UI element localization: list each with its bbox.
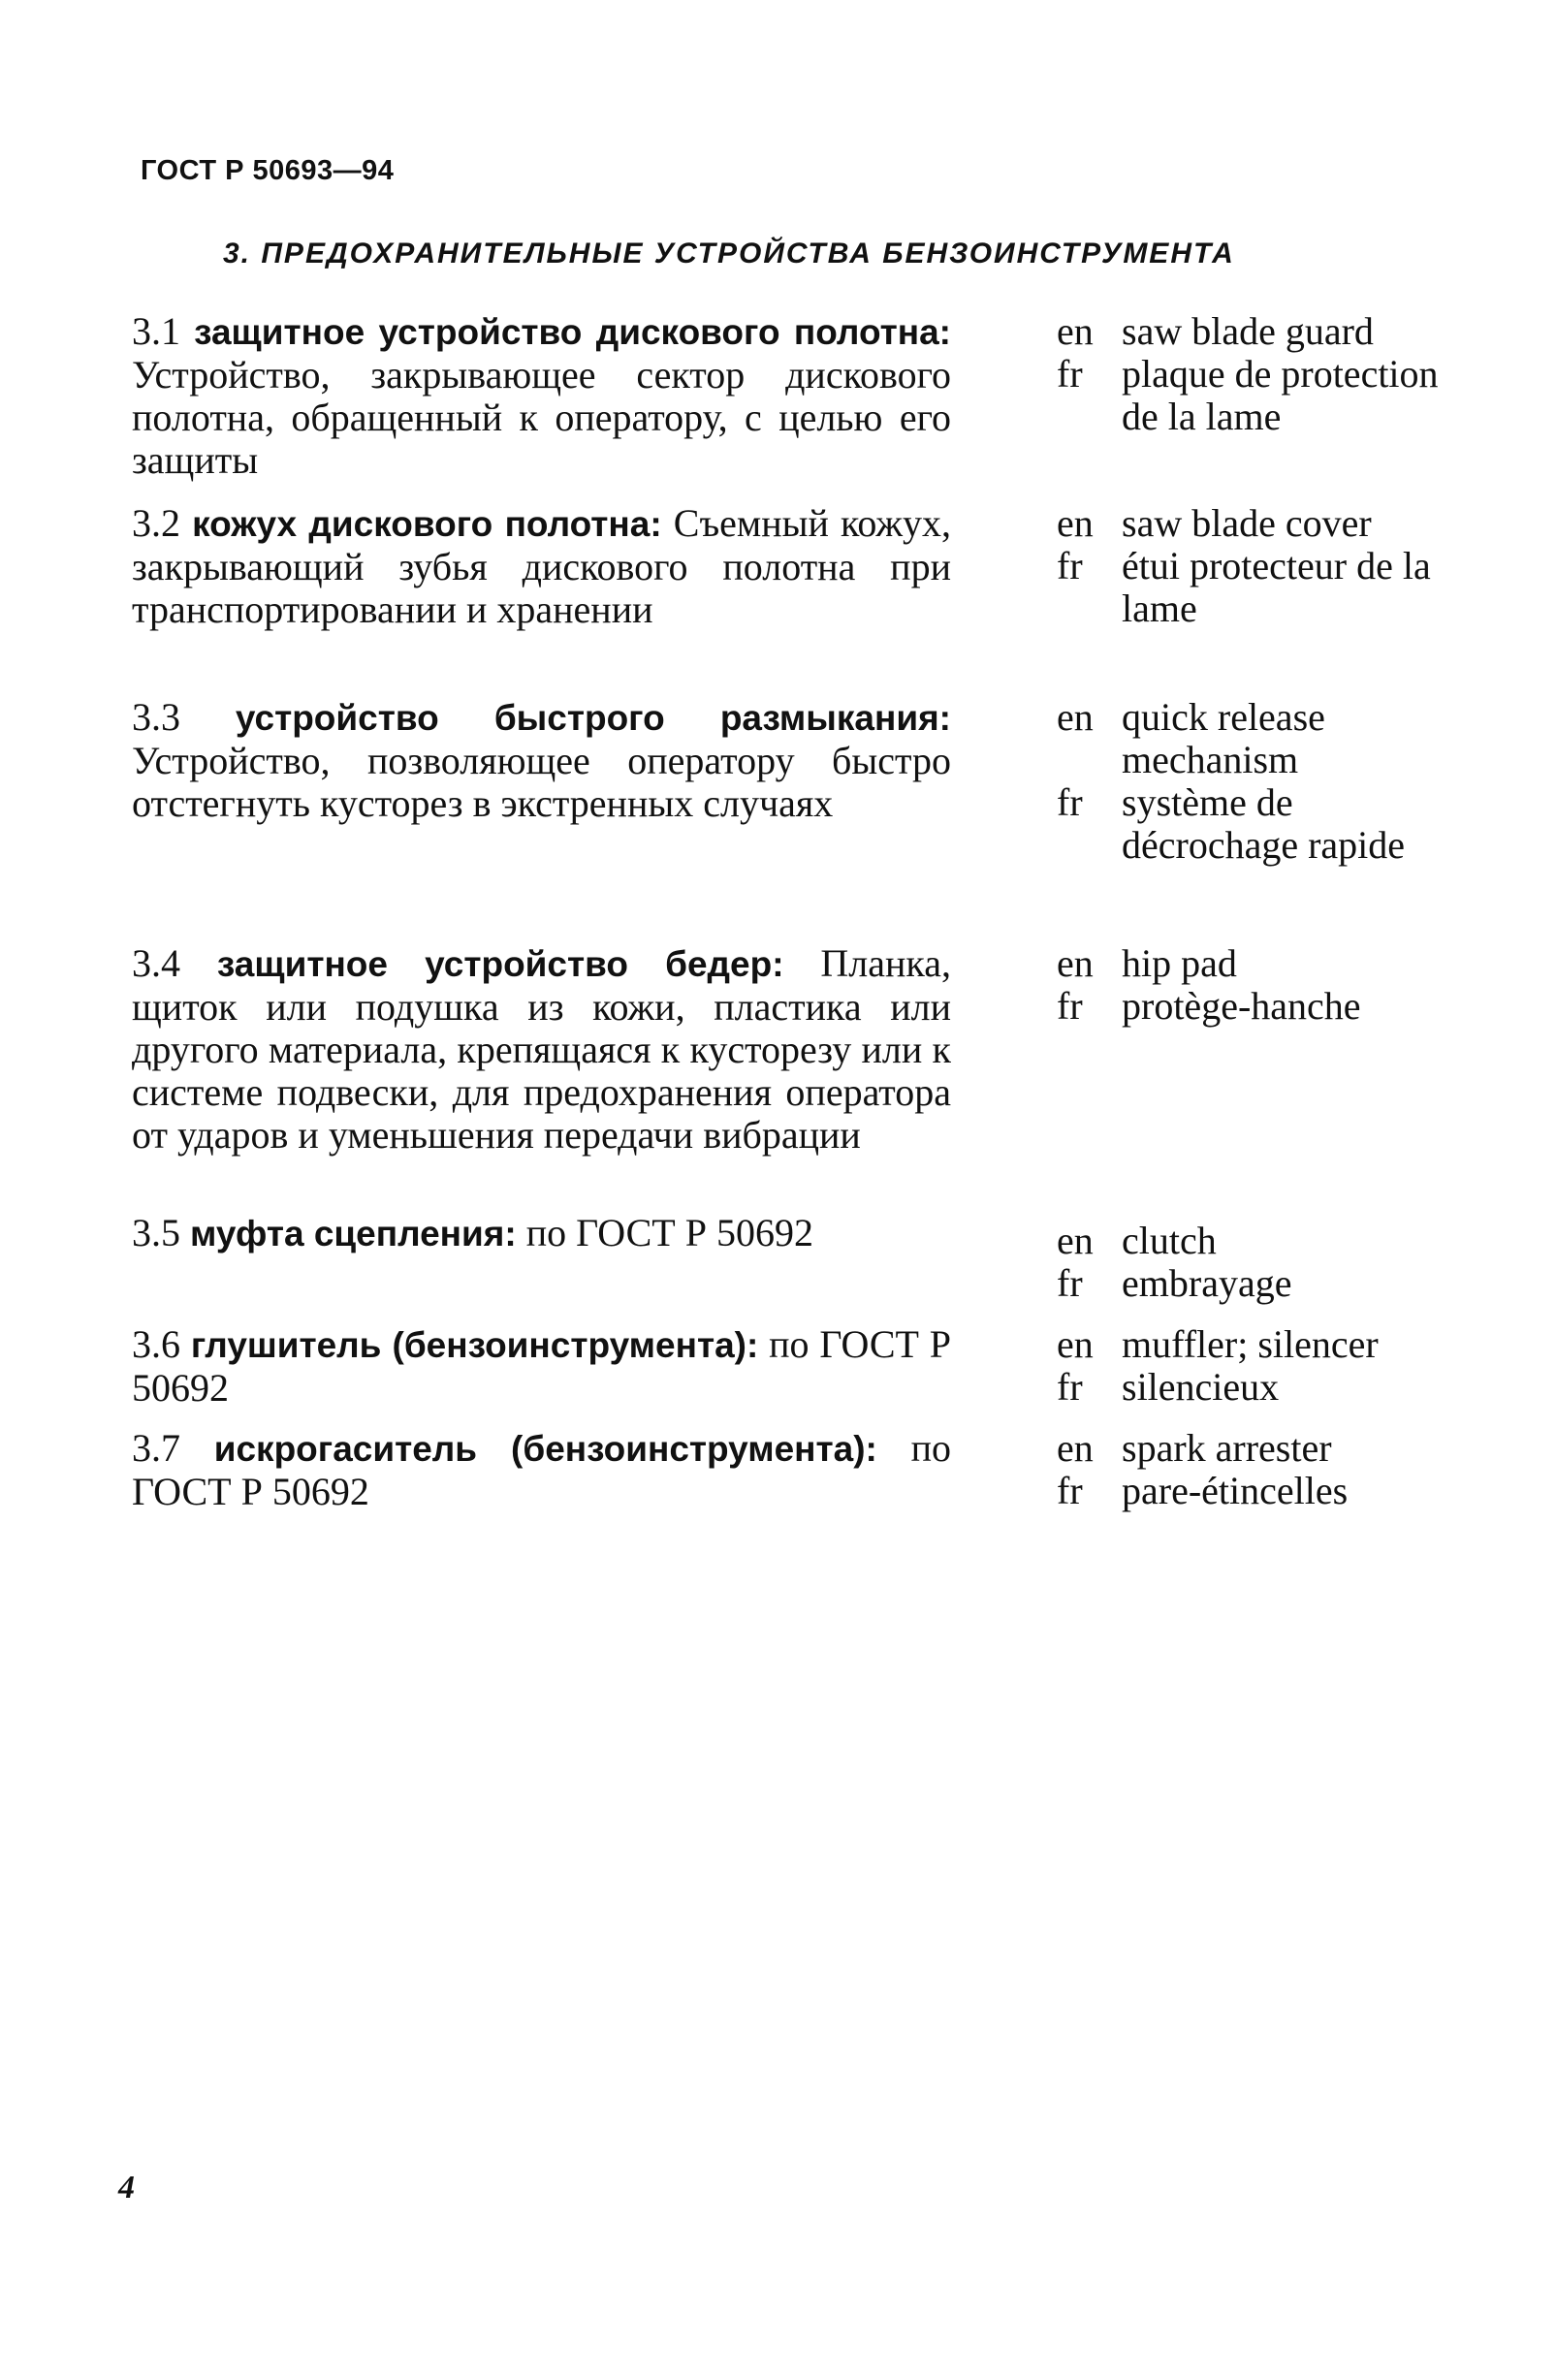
section-title: 3. ПРЕДОХРАНИТЕЛЬНЫЕ УСТРОЙСТВА БЕНЗОИНСТРУМЕНТА <box>223 238 1235 270</box>
entry-definition: Устройство, закрывающее сектор дискового полотна, обращенный к оператору, с целью его защиты <box>132 353 951 482</box>
entry-definition: Устройство, позволяющее оператору быстро отстегнуть кусторез в экстренных случаях <box>132 739 951 825</box>
equivalent-en <box>1057 696 1474 781</box>
lang-code: en <box>1057 1322 1094 1366</box>
equivalent-term: saw blade guard <box>1122 309 1374 353</box>
equivalent-en <box>1057 1220 1474 1262</box>
equivalent-term: silencieux <box>1122 1365 1280 1409</box>
entry-body <box>132 1427 951 1513</box>
entry-body <box>132 942 951 1157</box>
entry-body <box>132 310 951 482</box>
equivalent-term: saw blade cover <box>1122 501 1372 545</box>
equivalent-term: clutch <box>1122 1219 1217 1262</box>
lang-code: en <box>1057 1426 1094 1470</box>
entry-definition: по ГОСТ Р 50692 <box>132 1426 951 1513</box>
entry-equivalents <box>1057 502 1474 630</box>
page-header: ГОСТ Р 50693—94 <box>141 155 395 186</box>
equivalent-fr <box>1057 353 1474 438</box>
entry-term: глушитель (бензоинструмента): <box>190 1325 759 1365</box>
entry-number: 3.5 <box>132 1211 180 1254</box>
equivalent-term: spark arrester <box>1122 1426 1332 1470</box>
entry-term: защитное устройство дискового полотна: <box>194 312 951 352</box>
equivalent-fr <box>1057 1470 1474 1512</box>
lang-code: en <box>1057 309 1094 353</box>
equivalent-fr <box>1057 545 1474 630</box>
entry-body <box>132 696 951 825</box>
equivalent-en <box>1057 1323 1474 1366</box>
equivalent-term: embrayage <box>1122 1261 1292 1305</box>
entry-number: 3.4 <box>132 941 180 985</box>
entry-body <box>132 1323 951 1410</box>
equivalent-fr <box>1057 1262 1474 1305</box>
entry-equivalents <box>1057 696 1474 867</box>
entry-term: искрогаситель (бензоинструмента): <box>213 1429 877 1469</box>
equivalent-term: plaque de protection de la lame <box>1122 352 1439 438</box>
equivalent-term: étui protecteur de la lame <box>1122 544 1431 630</box>
entry-body <box>132 502 951 631</box>
entry-definition: Съемный кожух, закрывающий зубья дискового полотна при транспортировании и хранении <box>132 501 951 631</box>
entry-number: 3.6 <box>132 1322 180 1366</box>
lang-code: en <box>1057 695 1094 739</box>
lang-code: en <box>1057 1219 1094 1262</box>
equivalent-fr <box>1057 781 1474 867</box>
lang-code: fr <box>1057 1365 1083 1409</box>
entry-term: кожух дискового полотна: <box>192 504 662 544</box>
page-number: 4 <box>118 2170 135 2205</box>
equivalent-term: système de décrochage rapide <box>1122 780 1406 867</box>
lang-code: fr <box>1057 984 1083 1028</box>
equivalent-fr <box>1057 1366 1474 1409</box>
entry-equivalents <box>1057 1427 1474 1512</box>
lang-code: en <box>1057 941 1094 985</box>
entry-equivalents <box>1057 310 1474 438</box>
entry-term: устройство быстрого размыкания: <box>235 698 951 738</box>
entry-definition: по ГОСТ Р 50692 <box>132 1322 952 1410</box>
equivalent-en <box>1057 1427 1474 1470</box>
entry-definition: Планка, щиток или подушка из кожи, пластика или другого материала, крепящаяся к кусторезу или к системе подвески, для предохранения оператора от ударов и уменьшения передачи вибрации <box>132 941 952 1157</box>
equivalent-term: hip pad <box>1122 941 1237 985</box>
lang-code: fr <box>1057 544 1083 587</box>
entry-body <box>132 1212 951 1255</box>
equivalent-en <box>1057 502 1474 545</box>
equivalent-term: muffler; silencer <box>1122 1322 1379 1366</box>
entry-equivalents <box>1057 1220 1474 1305</box>
equivalent-en <box>1057 942 1474 985</box>
equivalent-en <box>1057 310 1474 353</box>
entry-equivalents <box>1057 942 1474 1028</box>
entry-number: 3.7 <box>132 1426 180 1470</box>
lang-code: fr <box>1057 1261 1083 1305</box>
equivalent-fr <box>1057 985 1474 1028</box>
entry-definition: по ГОСТ Р 50692 <box>525 1211 813 1254</box>
entry-number: 3.1 <box>132 309 180 353</box>
lang-code: fr <box>1057 1469 1083 1512</box>
lang-code: en <box>1057 501 1094 545</box>
equivalent-term: protège-hanche <box>1122 984 1361 1028</box>
lang-code: fr <box>1057 352 1083 396</box>
entry-number: 3.2 <box>132 501 180 545</box>
equivalent-term: quick release mechanism <box>1122 695 1325 781</box>
lang-code: fr <box>1057 780 1083 824</box>
entry-equivalents <box>1057 1323 1474 1409</box>
entry-term: муфта сцепления: <box>190 1214 517 1253</box>
equivalent-term: pare-étincelles <box>1122 1469 1349 1512</box>
entry-number: 3.3 <box>132 695 180 739</box>
entry-term: защитное устройство бедер: <box>216 944 784 984</box>
